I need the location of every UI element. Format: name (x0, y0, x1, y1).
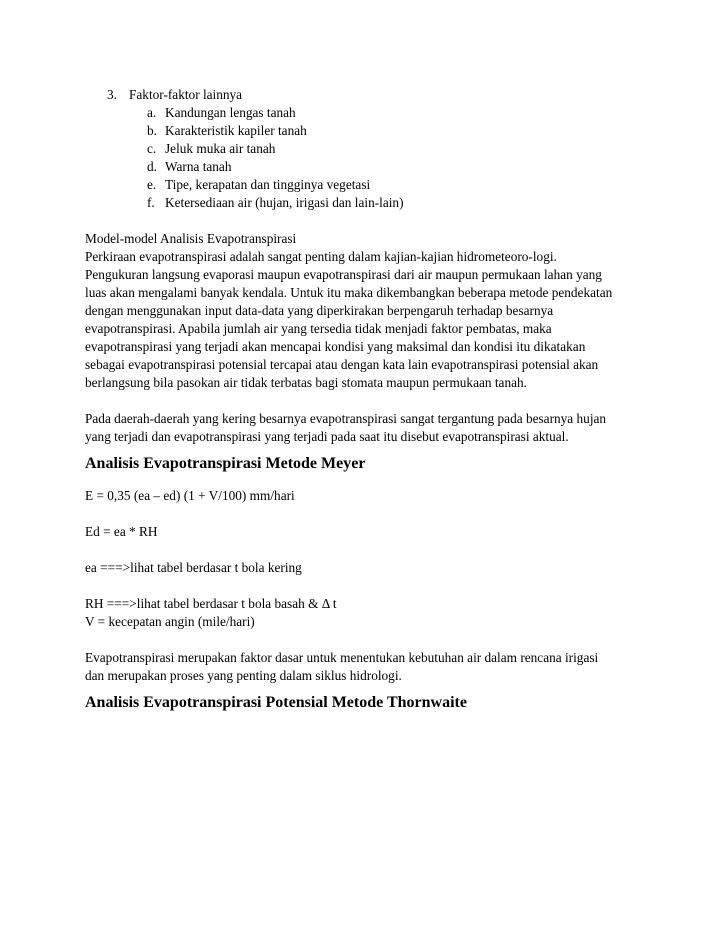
list-item (147, 104, 665, 122)
list-item-text: Jeluk muka air tanah (165, 141, 276, 156)
paragraph-line: berlangsung bila pasokan air tidak terbatas bagi stomata maupun permukaan tanah. (85, 375, 527, 390)
paragraph-irrigation (85, 649, 665, 685)
spacer (85, 505, 665, 523)
formula-e: E = 0,35 (ea – ed) (1 + V/100) mm/hari (85, 488, 295, 503)
paragraph-line: Pada daerah-daerah yang kering besarnya evapotranspirasi sangat tergantung pada besarnya hujan (85, 411, 607, 426)
paragraph-line: dan merupakan proses yang penting dalam siklus hidrologi. (85, 668, 402, 683)
list-item-text: Tipe, kerapatan dan tingginya vegetasi (165, 177, 371, 192)
paragraph-line: dengan menggunakan input data-data yang diperkirakan berpengaruh terhadap besarnya (85, 303, 554, 318)
list-number: 3. (107, 87, 117, 102)
factor-list (107, 86, 665, 212)
sub-list (147, 104, 665, 212)
list-title: Faktor-faktor lainnya (129, 87, 243, 102)
paragraph-line: Pengukuran langsung evaporasi maupun evapotranspirasi dari air maupun permukaan lahan yang (85, 267, 602, 282)
list-item-text: Karakteristik kapiler tanah (165, 123, 307, 138)
paragraph-line: Evapotranspirasi merupakan faktor dasar untuk menentukan kebutuhan air dalam rencana irigasi (85, 650, 599, 665)
list-item (147, 158, 665, 176)
paragraph-line: Perkiraan evapotranspirasi adalah sangat penting dalam kajian-kajian hidrometeoro-logi. (85, 249, 557, 264)
list-marker: d. (147, 159, 157, 174)
document-page (85, 86, 665, 726)
paragraph-line: evapotranspirasi yang terjadi akan mencapai kondisi yang maksimal dan kondisi itu dikatakan (85, 339, 586, 354)
list-marker: b. (147, 123, 157, 138)
spacer (85, 212, 665, 230)
formula-v: V = kecepatan angin (mile/hari) (85, 614, 255, 629)
list-item-text: Warna tanah (165, 159, 232, 174)
formula-rh: RH ===>lihat tabel berdasar t bola basah & Δ t (85, 596, 337, 611)
paragraph-line: yang terjadi dan evapotranspirasi yang terjadi pada saat itu disebut evapotranspirasi aktual. (85, 429, 569, 444)
paragraph-models (85, 230, 665, 392)
formula-ed: Ed = ea * RH (85, 524, 158, 539)
heading-meyer: Analisis Evapotranspirasi Metode Meyer (85, 455, 366, 472)
paragraph-line: sebagai evapotranspirasi potensial tercapai atau dengan kata lain evapotranspirasi potensial akan (85, 357, 599, 372)
spacer (85, 577, 665, 595)
list-item-text: Kandungan lengas tanah (165, 105, 296, 120)
list-marker: f. (147, 195, 155, 210)
paragraph-line: evapotranspirasi. Apabila jumlah air yang tersedia tidak menjadi faktor pembatas, maka (85, 321, 552, 336)
spacer (85, 631, 665, 649)
spacer (85, 392, 665, 410)
paragraph-line: Model-model Analisis Evapotranspirasi (85, 231, 297, 246)
heading-thornwaite: Analisis Evapotranspirasi Potensial Metode Thornwaite (85, 694, 467, 711)
list-marker: c. (147, 141, 157, 156)
paragraph-dry-areas (85, 410, 665, 446)
formula-ea: ea ===>lihat tabel berdasar t bola kering (85, 560, 302, 575)
list-marker: a. (147, 105, 157, 120)
spacer (85, 541, 665, 559)
paragraph-line: luas akan mengalami banyak kendala. Untuk itu maka dikembangkan beberapa metode pendekatan (85, 285, 613, 300)
list-item-header (107, 86, 665, 104)
list-item (147, 194, 665, 212)
list-item-text: Ketersediaan air (hujan, irigasi dan lain-lain) (165, 195, 404, 210)
list-item (147, 176, 665, 194)
list-item (147, 122, 665, 140)
list-item (147, 140, 665, 158)
list-marker: e. (147, 177, 157, 192)
